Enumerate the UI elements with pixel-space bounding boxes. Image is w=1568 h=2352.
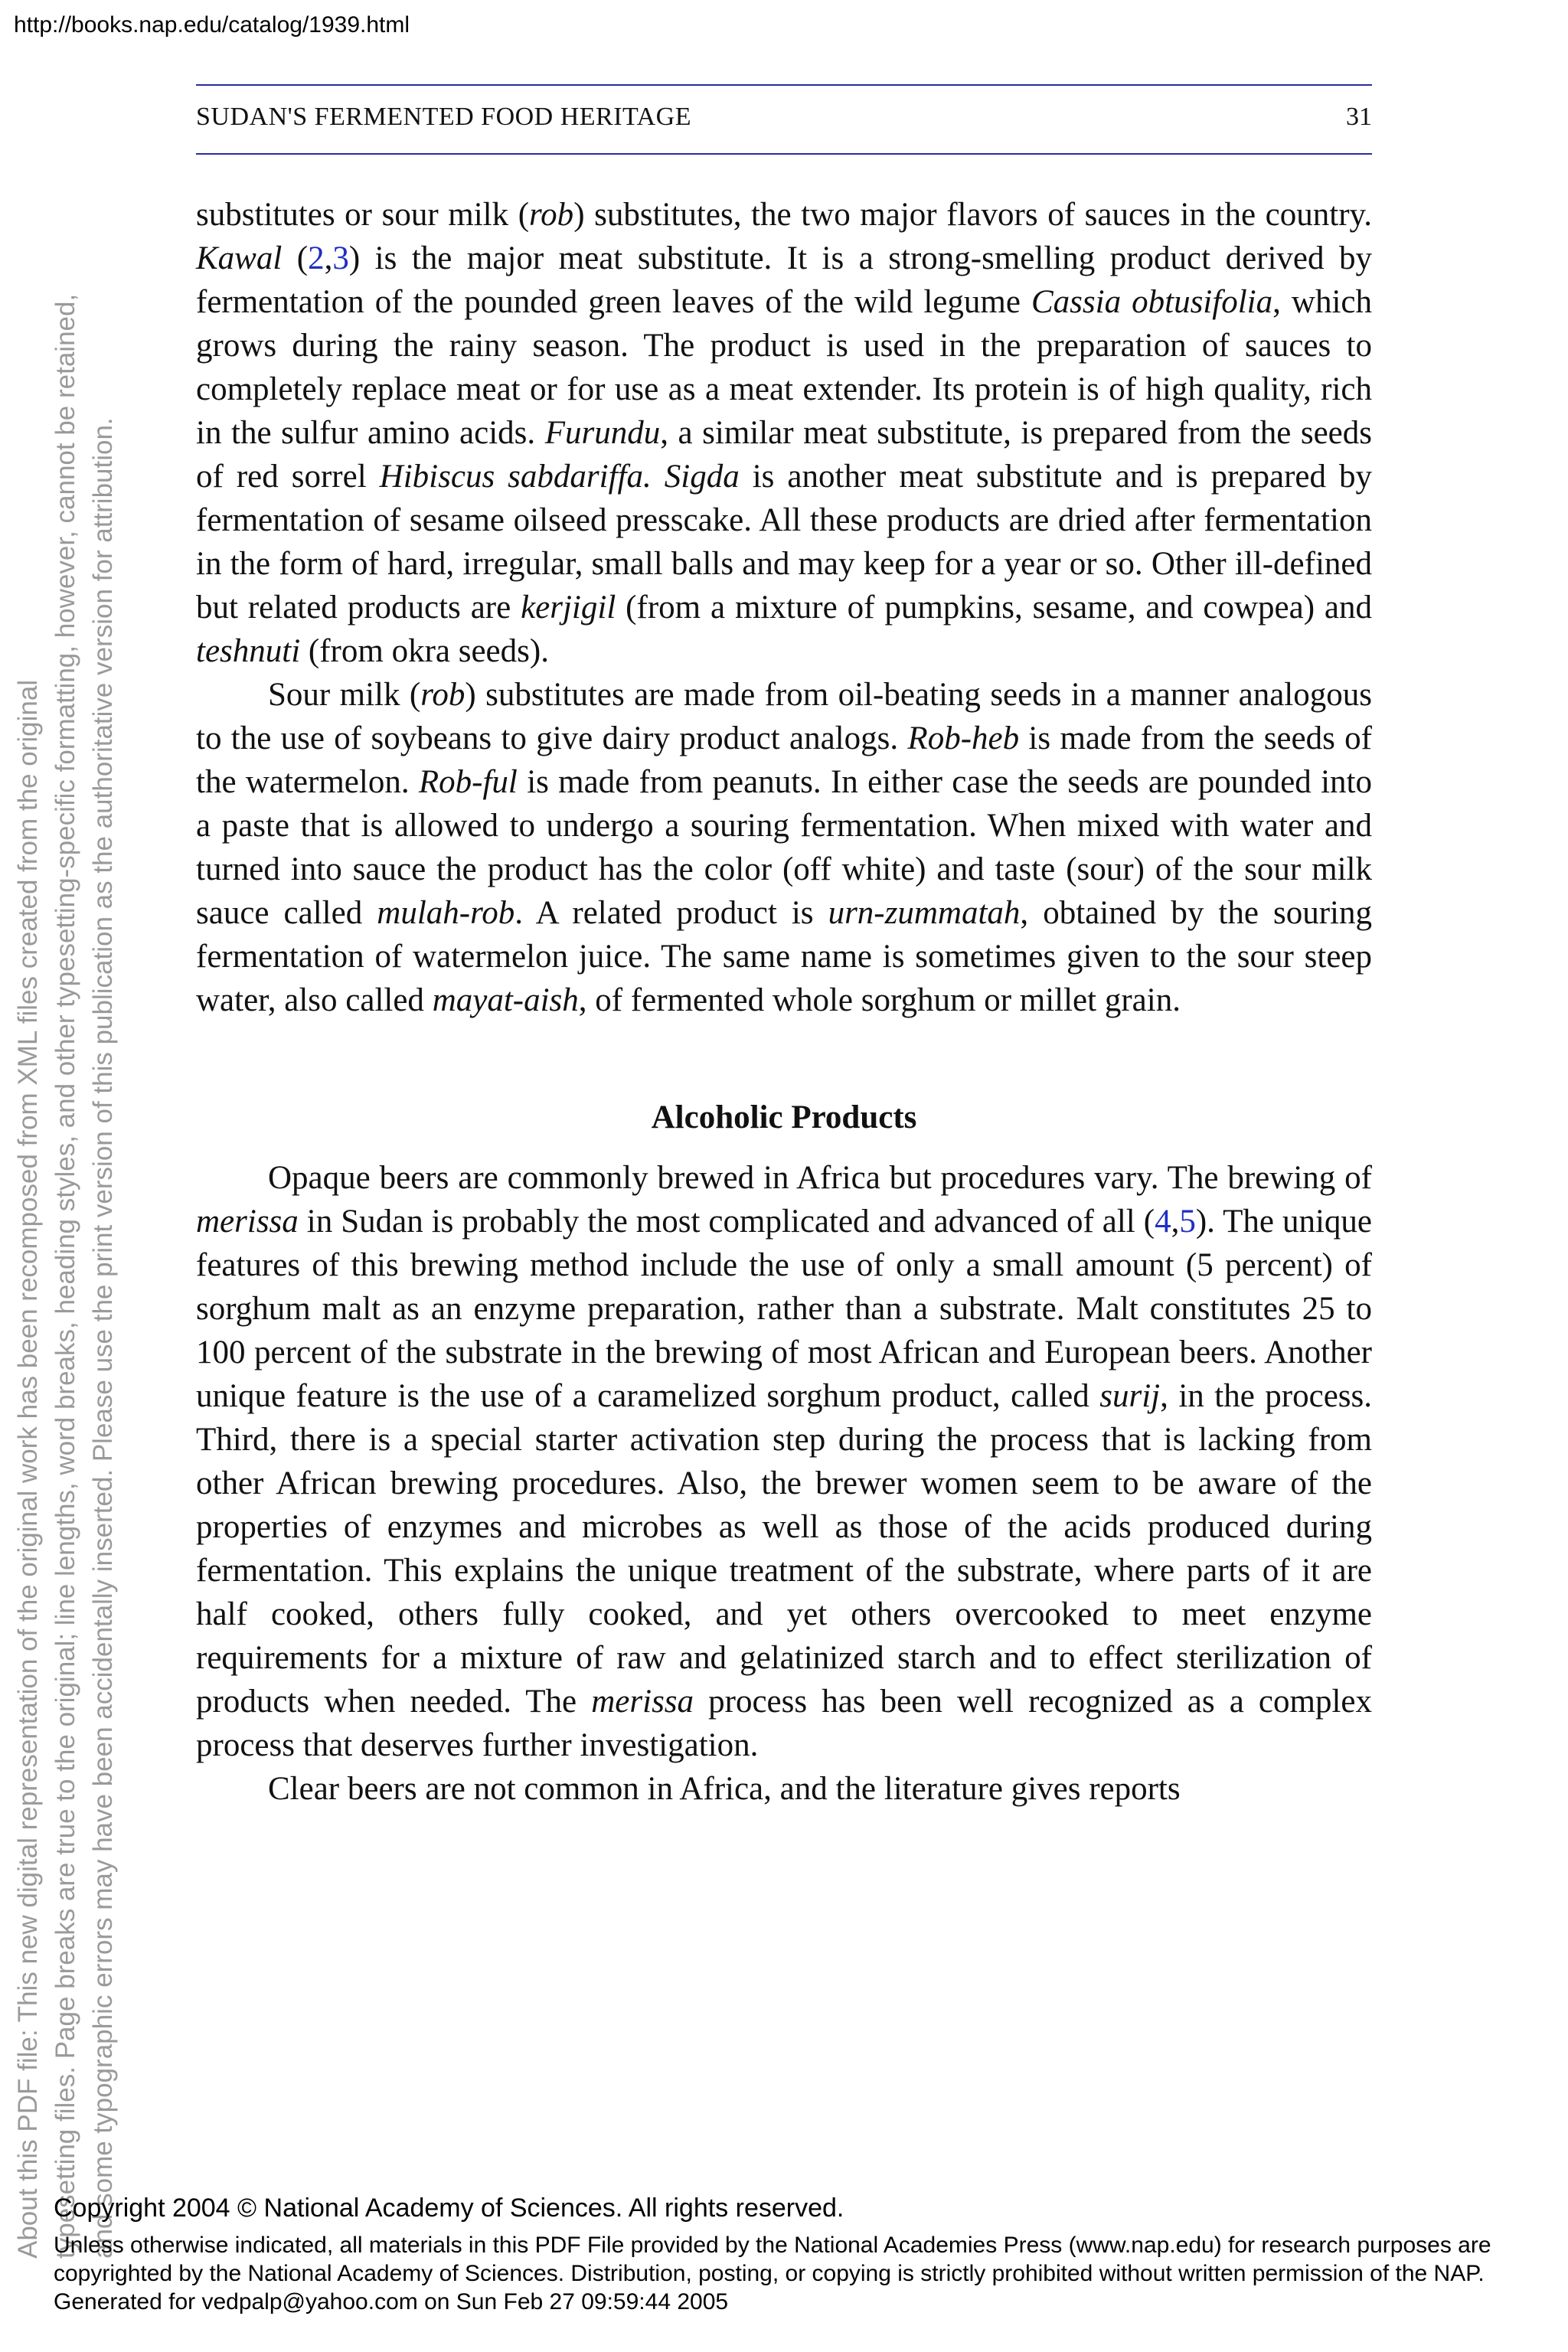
copyright-line: Copyright 2004 © National Academy of Sciences. All rights reserved.	[54, 2194, 844, 2223]
reference-link[interactable]: 4	[1155, 1204, 1171, 1240]
running-title: SUDAN'S FERMENTED FOOD HERITAGE	[196, 103, 691, 131]
watermark-line-2: typesetting files. Page breaks are true to the original; line lengths, word breaks, heading styles, and other typesetting-specific formatting, however, cannot be retained,	[51, 293, 80, 2259]
source-url[interactable]: http://books.nap.edu/catalog/1939.html	[14, 12, 410, 38]
reference-link[interactable]: 5	[1179, 1204, 1196, 1240]
page-header	[196, 84, 1372, 155]
generated-line: Generated for vedpalp@yahoo.com on Sun Feb 27 09:59:44 2005	[54, 2289, 729, 2314]
watermark-line-1: About this PDF file: This new digital representation of the original work has been recomposed from XML files created from the original	[13, 679, 43, 2259]
copyright-notice: Unless otherwise indicated, all materials in this PDF File provided by the National Academies Press (www.nap.edu) for research purposes are copyrighted by the National Academy of Sciences. Distribution, posting, or copying is strictly prohibited without written permission of the NAP.	[54, 2233, 1491, 2286]
paragraph-meat-substitutes: substitutes or sour milk (rob) substitutes, the two major flavors of sauces in the country. Kawal (2,3) is the major meat substitute. It is a strong-smelling product derived by fermentation of the pounded green leaves of the wild legume Cassia obtusifolia, which grows during the rainy season. The product is used in the preparation of sauces to completely replace meat or for use as a meat extender. Its protein is of high quality, rich in the sulfur amino acids. Furundu, a similar meat substitute, is prepared from the seeds of red sorrel Hibiscus sabdariffa. Sigda is another meat substitute and is prepared by fermentation of sesame oilseed presscake. All these products are dried after fermentation in the form of hard, irregular, small balls and may keep for a year or so. Other ill-defined but related products are kerjigil (from a mixture of pumpkins, sesame, and cowpea) and teshnuti (from okra seeds).	[196, 197, 1372, 669]
paragraph-clear-beers: Clear beers are not common in Africa, and the literature gives reports	[268, 1771, 1181, 1807]
reference-link[interactable]: 2	[308, 240, 325, 276]
page-body	[196, 193, 1372, 1811]
section-heading: Alcoholic Products	[651, 1099, 917, 1135]
page-number: 31	[1346, 103, 1372, 131]
paragraph-opaque-beers: Opaque beers are commonly brewed in Africa but procedures vary. The brewing of merissa in Sudan is probably the most complicated and advanced of all (4,5). The unique features of this brewing method include the use of only a small amount (5 percent) of sorghum malt as an enzyme preparation, rather than a substrate. Malt constitutes 25 to 100 percent of the substrate in the brewing of most African and European beers. Another unique feature is the use of a caramelized sorghum product, called surij, in the process. Third, there is a special starter activation step during the process that is lacking from other African brewing procedures. Also, the brewer women seem to be aware of the properties of enzymes and microbes as well as those of the acids produced during fermentation. This explains the unique treatment of the substrate, where parts of it are half cooked, others fully cooked, and yet others overcooked to meet enzyme requirements for a mixture of raw and gelatinized starch and to effect sterilization of products when needed. The merissa process has been well recognized as a complex process that deserves further investigation.	[196, 1160, 1373, 1763]
page-footer	[54, 2191, 1524, 2316]
pdf-notice-watermark	[9, 294, 122, 2259]
paragraph-sour-milk: Sour milk (rob) substitutes are made from oil-beating seeds in a manner analogous to the use of soybeans to give dairy product analogs. Rob-heb is made from the seeds of the watermelon. Rob-ful is made from peanuts. In either case the seeds are pounded into a paste that is allowed to undergo a souring fermentation. When mixed with water and turned into sauce the product has the color (off white) and taste (sour) of the sour milk sauce called mulah-rob. A related product is urn-zummatah, obtained by the souring fermentation of watermelon juice. The same name is sometimes given to the sour steep water, also called mayat-aish, of fermented whole sorghum or millet grain.	[196, 677, 1372, 1018]
watermark-line-3: and some typographic errors may have been accidentally inserted. Please use the print version of this publication as the authoritative version for attribution.	[88, 417, 118, 2259]
reference-link[interactable]: 3	[332, 240, 349, 276]
